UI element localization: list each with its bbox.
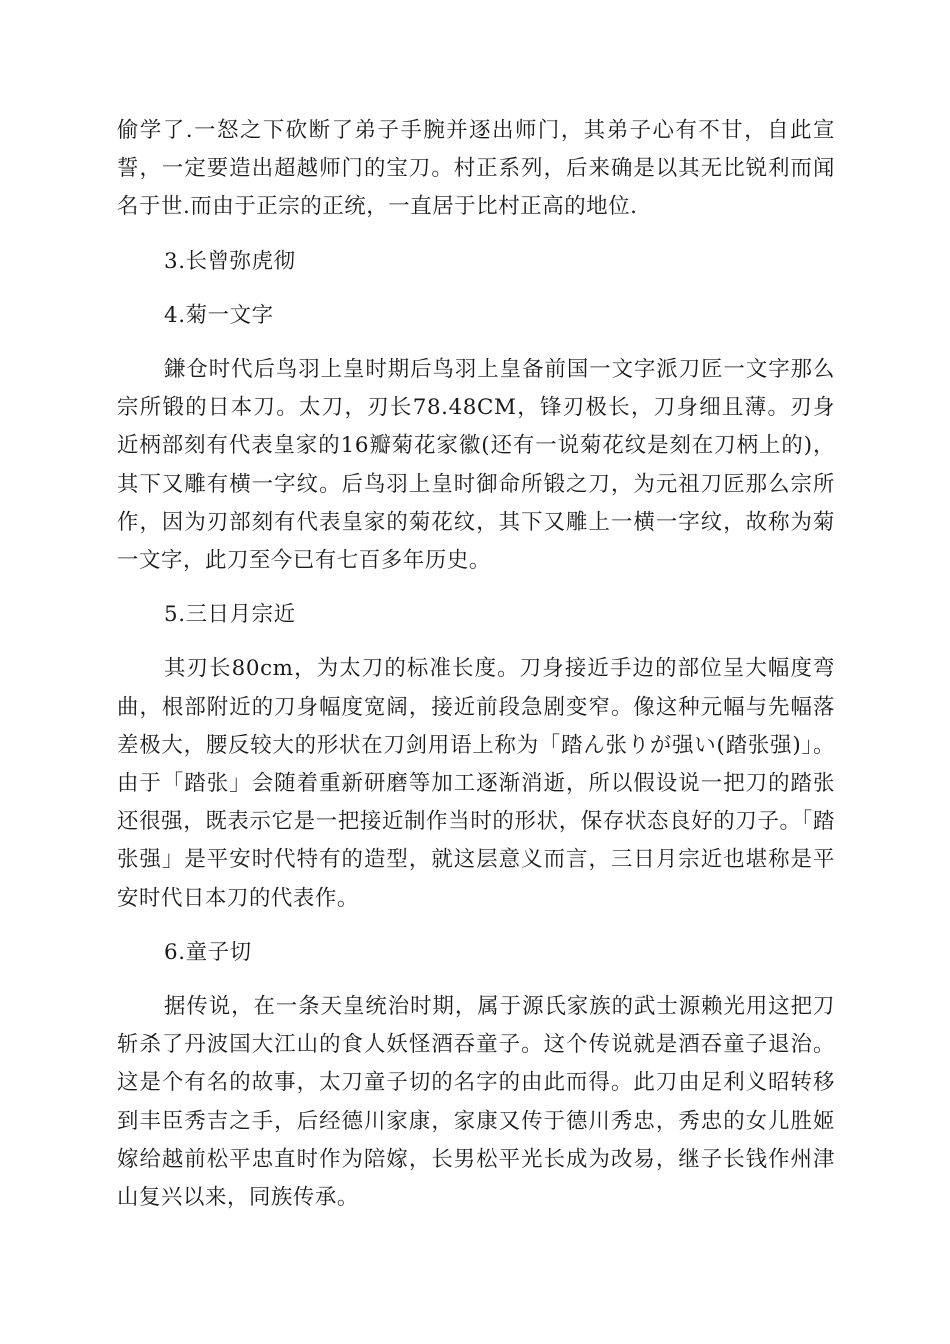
heading-kiku-ichimonji: 4.菊一文字: [164, 302, 274, 328]
document-body: [117, 112, 835, 1233]
paragraph-mikazuki-munechika: 其刃长80cm，为太刀的标准长度。刀身接近手边的部位呈大幅度弯曲，根部附近的刀身幅度宽阔，接近前段急剧变窄。像这种元幅与先幅落差极大，腰反较大的形状在刀剑用语上称为「踏ん张りが强い(踏张强)」。由于「踏张」会随着重新研磨等加工逐渐消逝，所以假设说一把刀的踏张还很强，既表示它是一把接近制作当时的形状，保存状态良好的刀子。「踏张强」是平安时代特有的造型，就这层意义而言，三日月宗近也堪称是平安时代日本刀的代表作。: [117, 656, 835, 911]
heading-doujigiri: 6.童子切: [164, 939, 252, 965]
paragraph-muramasa-continued: 偷学了.一怒之下砍断了弟子手腕并逐出师门，其弟子心有不甘，自此宣誓，一定要造出超越师门的宝刀。村正系列，后来确是以其无比锐利而闻名于世.而由于正宗的正统，一直居于比村正高的地位.: [117, 118, 835, 220]
heading-mikazuki-munechika: 5.三日月宗近: [164, 602, 296, 628]
paragraph-doujigiri: 据传说，在一条天皇统治时期，属于源氏家族的武士源赖光用这把刀斩杀了丹波国大江山的食人妖怪酒吞童子。这个传说就是酒吞童子退治。这是个有名的故事，太刀童子切的名字的由此而得。此刀由足利义昭转移到丰臣秀吉之手，后经德川家康，家康又传于德川秀忠，秀忠的女儿胜姬嫁给越前松平忠直时作为陪嫁，长男松平光长成为改易，继子长钱作州津山复兴以来，同族传承。: [117, 994, 835, 1211]
paragraph-kiku-ichimonji: 鎌仓时代后鸟羽上皇时期后鸟羽上皇备前国一文字派刀匠一文字那么宗所锻的日本刀。太刀，刃长78.48CM，锋刃极长，刀身细且薄。刃身近柄部刻有代表皇家的16瓣菊花家徽(还有一说菊花纹是刻在刀柄上的)，其下又雕有横一字纹。后鸟羽上皇时御命所锻之刀，为元祖刀匠那么宗所作，因为刃部刻有代表皇家的菊花纹，其下又雕上一横一字纹，故称为菊一文字，此刀至今已有七百多年历史。: [117, 357, 835, 574]
heading-kotetsu: 3.长曾弥虎彻: [164, 248, 296, 274]
